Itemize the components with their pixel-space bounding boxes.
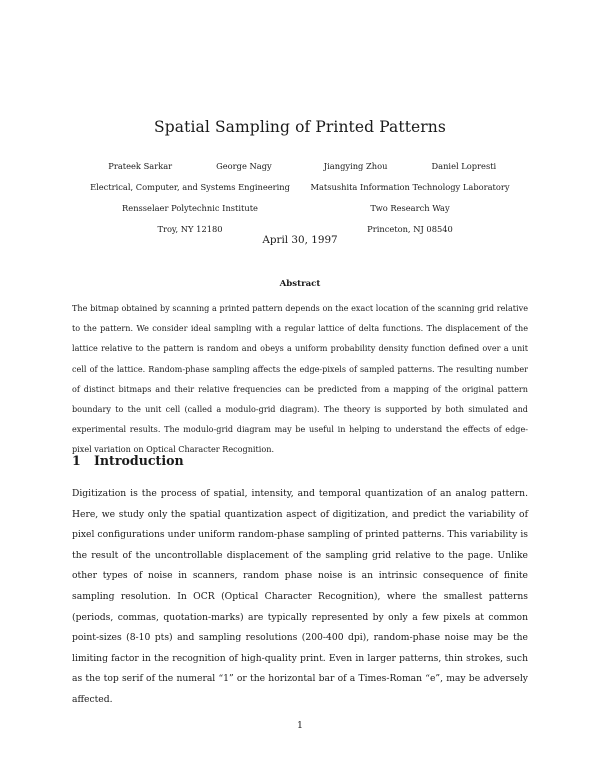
publication-date: April 30, 1997	[262, 234, 338, 246]
affiliation-location: Troy, NY 12180	[157, 224, 223, 234]
author-name: Jiangying Zhou	[323, 161, 388, 171]
section-title: Introduction	[94, 453, 184, 468]
paper-title: Spatial Sampling of Printed Patterns	[154, 118, 446, 136]
affiliation-location: Princeton, NJ 08540	[367, 224, 453, 234]
page-number: 1	[297, 720, 303, 731]
affiliation-institution: Rensselaer Polytechnic Institute	[122, 203, 258, 213]
affiliation-department: Electrical, Computer, and Systems Engineering	[90, 182, 290, 192]
author-name: George Nagy	[216, 161, 272, 171]
introduction-text: Digitization is the process of spatial, intensity, and temporal quantization of an analog pattern. Here, we study only the spatial quantization aspect of digitization, and predict the variability of pixel configurations under uniform random-phase sampling of printed patterns. This variability is the result of the uncontrollable displacement of the sampling grid relative to the page. Unlike other types of noise in scanners, random phase noise is an intrinsic consequence of finite sampling resolution. In OCR (Optical Character Recognition), where the smallest patterns (periods, commas, quotation-marks) are typically represented by only a few pixels at common point-sizes (8-10 pts) and sampling resolutions (200-400 dpi), random-phase noise may be the limiting factor in the recognition of high-quality print. Even in larger patterns, thin strokes, such as the top serif of the numeral “1” or the horizontal bar of a Times-Roman “e”, may be adversely affected.	[72, 488, 528, 705]
section-heading	[72, 453, 184, 468]
author-name: Daniel Lopresti	[431, 161, 497, 171]
author-block	[0, 156, 600, 234]
affiliation-department: Matsushita Information Technology Laboratory	[310, 182, 510, 192]
author-column-right	[275, 156, 545, 240]
abstract-text: The bitmap obtained by scanning a printed pattern depends on the exact location of the scanning grid relative to the pattern. We consider ideal sampling with a regular lattice of delta functions. The displacement of the lattice relative to the pattern is random and obeys a uniform probability density function defined over a unit cell of the lattice. Random-phase sampling affects the edge-pixels of sampled patterns. The resulting number of distinct bitmaps and their relative frequencies can be predicted from a mapping of the original pattern boundary to the unit cell (called a modulo-grid diagram). The theory is supported by both simulated and experimental results. The modulo-grid diagram may be useful in helping to understand the effects of edge-pixel variation on Optical Character Recognition.	[72, 303, 528, 455]
abstract-heading: Abstract	[279, 279, 321, 289]
author-names-right	[275, 156, 545, 177]
section-number: 1	[72, 453, 81, 468]
author-name: Prateek Sarkar	[108, 161, 173, 171]
affiliation-institution: Two Research Way	[370, 203, 450, 213]
